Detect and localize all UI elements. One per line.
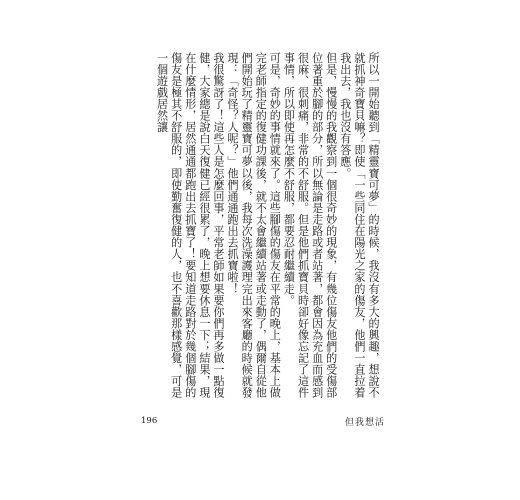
page-number: 196 — [141, 416, 158, 426]
paragraph-1: 所以一開始聽到「精靈寶可夢」的時候，我沒有多大的興趣，想說不就抓神奇寶貝嘛？即使「一些同住在陽光之家的傷友，他們一直拉着我出去，我也沒有答應。 — [338, 52, 380, 399]
body-text — [143, 52, 380, 409]
paragraph-4: 我很驚訝了！這些人是怎麼回事，平常老師如果要你們再多做一點復健，大家總是說白天復健已經很累了，晚上想要休息一下；結果，現在什麼情形，居然通通都跑出去抓寶了！要知道走路對於幾個腳傷的傷友是極其不舒服的，即使勤奮復健的人，也不喜歡那樣感覺，可是一個遊戲居然讓 — [155, 52, 225, 399]
paragraph-3: 可是，奇妙的事情就來了。這些腳傷的傷友在平常的晚上，基本上做完老師指定的復健功課後，就不太會繼續站著或走動了，偶爾自從他們開始玩了精靈寶可夢以後，我每次洗澡護理完出來客廳的時候就發現：「奇怪？人呢？」他們通通跑出去抓寶啦！ — [226, 52, 282, 399]
paragraph-2: 但是，慢慢的我觀察到一個很奇妙的現象，有幾位傷友他們的受傷部位著重於腳的部分，所以無論是走路或者站著，都會因為充血而感到很麻、很刺痛，非常的不舒服。但是他們抓寶貝時卻好像忘記了這件事情，所以即使再怎麼不舒服，都要忍耐繼續走。 — [282, 52, 338, 399]
running-footer: 但我想活 — [345, 418, 386, 428]
